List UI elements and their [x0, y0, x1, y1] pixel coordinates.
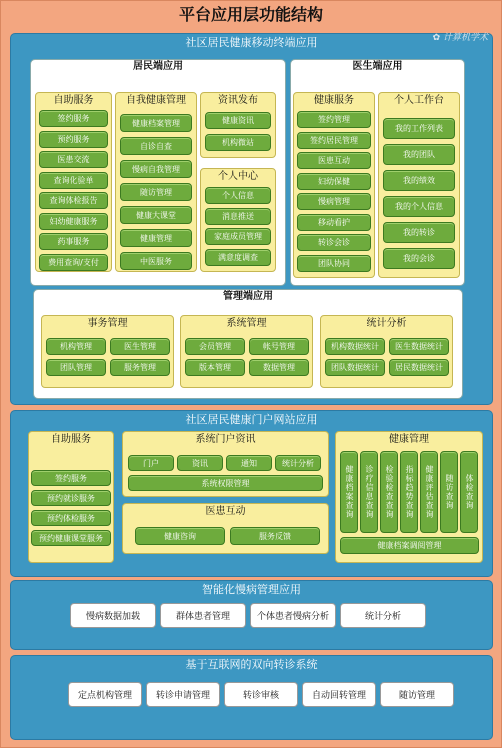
- resident-self-service-item[interactable]: 预约服务: [39, 131, 108, 148]
- portal-system-info-item[interactable]: 通知: [226, 455, 272, 471]
- resident-personal-item[interactable]: 满意度调查: [205, 249, 271, 266]
- doctor-health-service-item[interactable]: 慢病管理: [297, 193, 371, 210]
- resident-self-service-item[interactable]: 医患交流: [39, 151, 108, 168]
- resident-info-item[interactable]: 机构微站: [205, 134, 271, 151]
- portal-interaction-title: 医患互动: [205, 506, 246, 517]
- doctor-workbench-title: 个人工作台: [394, 95, 444, 106]
- referral-item[interactable]: 转诊申请管理: [146, 682, 220, 707]
- doctor-health-service-item[interactable]: 医患互动: [297, 152, 371, 169]
- resident-self-service-item[interactable]: 查询化验单: [39, 172, 108, 189]
- resident-health-item[interactable]: 中医服务: [120, 252, 192, 270]
- resident-personal-title: 个人中心: [218, 171, 258, 182]
- resident-self-service-item[interactable]: 签约服务: [39, 110, 108, 127]
- resident-health-item[interactable]: 健康档案管理: [120, 114, 192, 132]
- portal-health-record-item[interactable]: 健康档案调阅管理: [340, 537, 479, 554]
- resident-info-title: 资讯发布: [218, 95, 258, 106]
- admin-system-item[interactable]: 会员管理: [185, 338, 245, 355]
- resident-health-item[interactable]: 健康大课堂: [120, 206, 192, 224]
- resident-personal-item[interactable]: 个人信息: [205, 187, 271, 204]
- portal-self-service-title: 自助服务: [51, 434, 91, 445]
- admin-stats-item[interactable]: 居民数据统计: [389, 359, 449, 376]
- portal-health-item[interactable]: 健康评估查询: [420, 451, 438, 533]
- portal-health-item[interactable]: 健康档案查询: [340, 451, 358, 533]
- doctor-workbench-item[interactable]: 我的个人信息: [383, 196, 455, 217]
- admin-affairs-item[interactable]: 团队管理: [46, 359, 106, 376]
- admin-stats-item[interactable]: 机构数据统计: [325, 338, 385, 355]
- chronic-item[interactable]: 个体患者慢病分析: [250, 603, 336, 628]
- chronic-title: 智能化慢病管理应用: [202, 583, 301, 596]
- admin-app-title: 管理端应用: [223, 291, 273, 302]
- referral-item[interactable]: 随访管理: [380, 682, 454, 707]
- portal-health-item[interactable]: 体检查询: [460, 451, 478, 533]
- chronic-item[interactable]: 统计分析: [340, 603, 426, 628]
- chronic-item[interactable]: 群体患者管理: [160, 603, 246, 628]
- resident-self-service-title: 自助服务: [53, 95, 94, 106]
- doctor-workbench-item[interactable]: 我的工作列表: [383, 118, 455, 139]
- admin-system-title: 系统管理: [226, 318, 267, 329]
- portal-system-info-item[interactable]: 门户: [128, 455, 174, 471]
- resident-self-service-item[interactable]: 费用查询/支付: [39, 254, 108, 271]
- portal-self-service-item[interactable]: 预约就诊服务: [31, 490, 111, 506]
- referral-item[interactable]: 自动回转管理: [302, 682, 376, 707]
- doctor-app-title: 医生端应用: [352, 61, 403, 72]
- doctor-health-service-item[interactable]: 签约管理: [297, 111, 371, 128]
- admin-affairs-item[interactable]: 服务管理: [110, 359, 170, 376]
- portal-self-service-item[interactable]: 预约体检服务: [31, 510, 111, 526]
- referral-item[interactable]: 定点机构管理: [68, 682, 142, 707]
- doctor-health-service-item[interactable]: 转诊会诊: [297, 234, 371, 251]
- resident-health-title: 自我健康管理: [126, 95, 186, 106]
- doctor-health-service-item[interactable]: 移动看护: [297, 214, 371, 231]
- resident-self-service-item[interactable]: 药事服务: [39, 233, 108, 250]
- chronic-item[interactable]: 慢病数据加载: [70, 603, 156, 628]
- portal-health-item[interactable]: 检验检查查询: [380, 451, 398, 533]
- portal-health-item[interactable]: 诊疗信息查询: [360, 451, 378, 533]
- admin-stats-title: 统计分析: [366, 318, 407, 329]
- admin-affairs-title: 事务管理: [87, 318, 128, 329]
- resident-health-item[interactable]: 健康管理: [120, 229, 192, 247]
- doctor-workbench-item[interactable]: 我的转诊: [383, 222, 455, 243]
- resident-app-title: 居民端应用: [133, 61, 183, 72]
- resident-health-item[interactable]: 慢病自我管理: [120, 160, 192, 178]
- admin-system-item[interactable]: 数据管理: [249, 359, 309, 376]
- mobile-app-title: 社区居民健康移动终端应用: [185, 36, 318, 49]
- resident-self-service-item[interactable]: 妇幼健康服务: [39, 213, 108, 230]
- admin-stats-item[interactable]: 医生数据统计: [389, 338, 449, 355]
- doctor-health-service-title: 健康服务: [314, 95, 354, 106]
- portal-title: 社区居民健康门户网站应用: [185, 413, 318, 426]
- resident-personal-item[interactable]: 消息推送: [205, 208, 271, 225]
- portal-system-info-title: 系统门户资讯: [195, 434, 256, 445]
- diagram-title: 平台应用层功能结构: [178, 5, 323, 24]
- doctor-workbench-item[interactable]: 我的绩效: [383, 170, 455, 191]
- doctor-workbench-item[interactable]: 我的团队: [383, 144, 455, 165]
- resident-info-item[interactable]: 健康资讯: [205, 112, 271, 129]
- portal-permission-item[interactable]: 系统权限管理: [128, 475, 323, 491]
- resident-health-item[interactable]: 随访管理: [120, 183, 192, 201]
- portal-self-service-item[interactable]: 签约服务: [31, 470, 111, 486]
- doctor-health-service-item[interactable]: 妇幼保健: [297, 173, 371, 190]
- portal-interaction-item[interactable]: 健康咨询: [135, 527, 225, 545]
- admin-affairs-item[interactable]: 机构管理: [46, 338, 106, 355]
- portal-health-item[interactable]: 指标趋势查询: [400, 451, 418, 533]
- doctor-workbench-item[interactable]: 我的会诊: [383, 248, 455, 269]
- admin-stats-item[interactable]: 团队数据统计: [325, 359, 385, 376]
- resident-health-item[interactable]: 自诊自查: [120, 137, 192, 155]
- admin-system-item[interactable]: 帐号管理: [249, 338, 309, 355]
- resident-self-service-item[interactable]: 查询体检报告: [39, 192, 108, 209]
- portal-system-info-item[interactable]: 统计分析: [275, 455, 321, 471]
- doctor-health-service-item[interactable]: 签约居民管理: [297, 132, 371, 149]
- referral-item[interactable]: 转诊审核: [224, 682, 298, 707]
- admin-system-item[interactable]: 版本管理: [185, 359, 245, 376]
- portal-health-title: 健康管理: [389, 434, 429, 445]
- referral-title: 基于互联网的双向转诊系统: [185, 658, 318, 671]
- portal-health-item[interactable]: 随访查询: [440, 451, 458, 533]
- doctor-health-service-item[interactable]: 团队协同: [297, 255, 371, 272]
- admin-affairs-item[interactable]: 医生管理: [110, 338, 170, 355]
- portal-interaction-item[interactable]: 服务反馈: [230, 527, 320, 545]
- watermark: ✿ 计算机学术: [432, 33, 488, 43]
- portal-self-service-item[interactable]: 预约健康课堂服务: [31, 530, 111, 546]
- portal-system-info-item[interactable]: 资讯: [177, 455, 223, 471]
- resident-personal-item[interactable]: 家庭成员管理: [205, 228, 271, 245]
